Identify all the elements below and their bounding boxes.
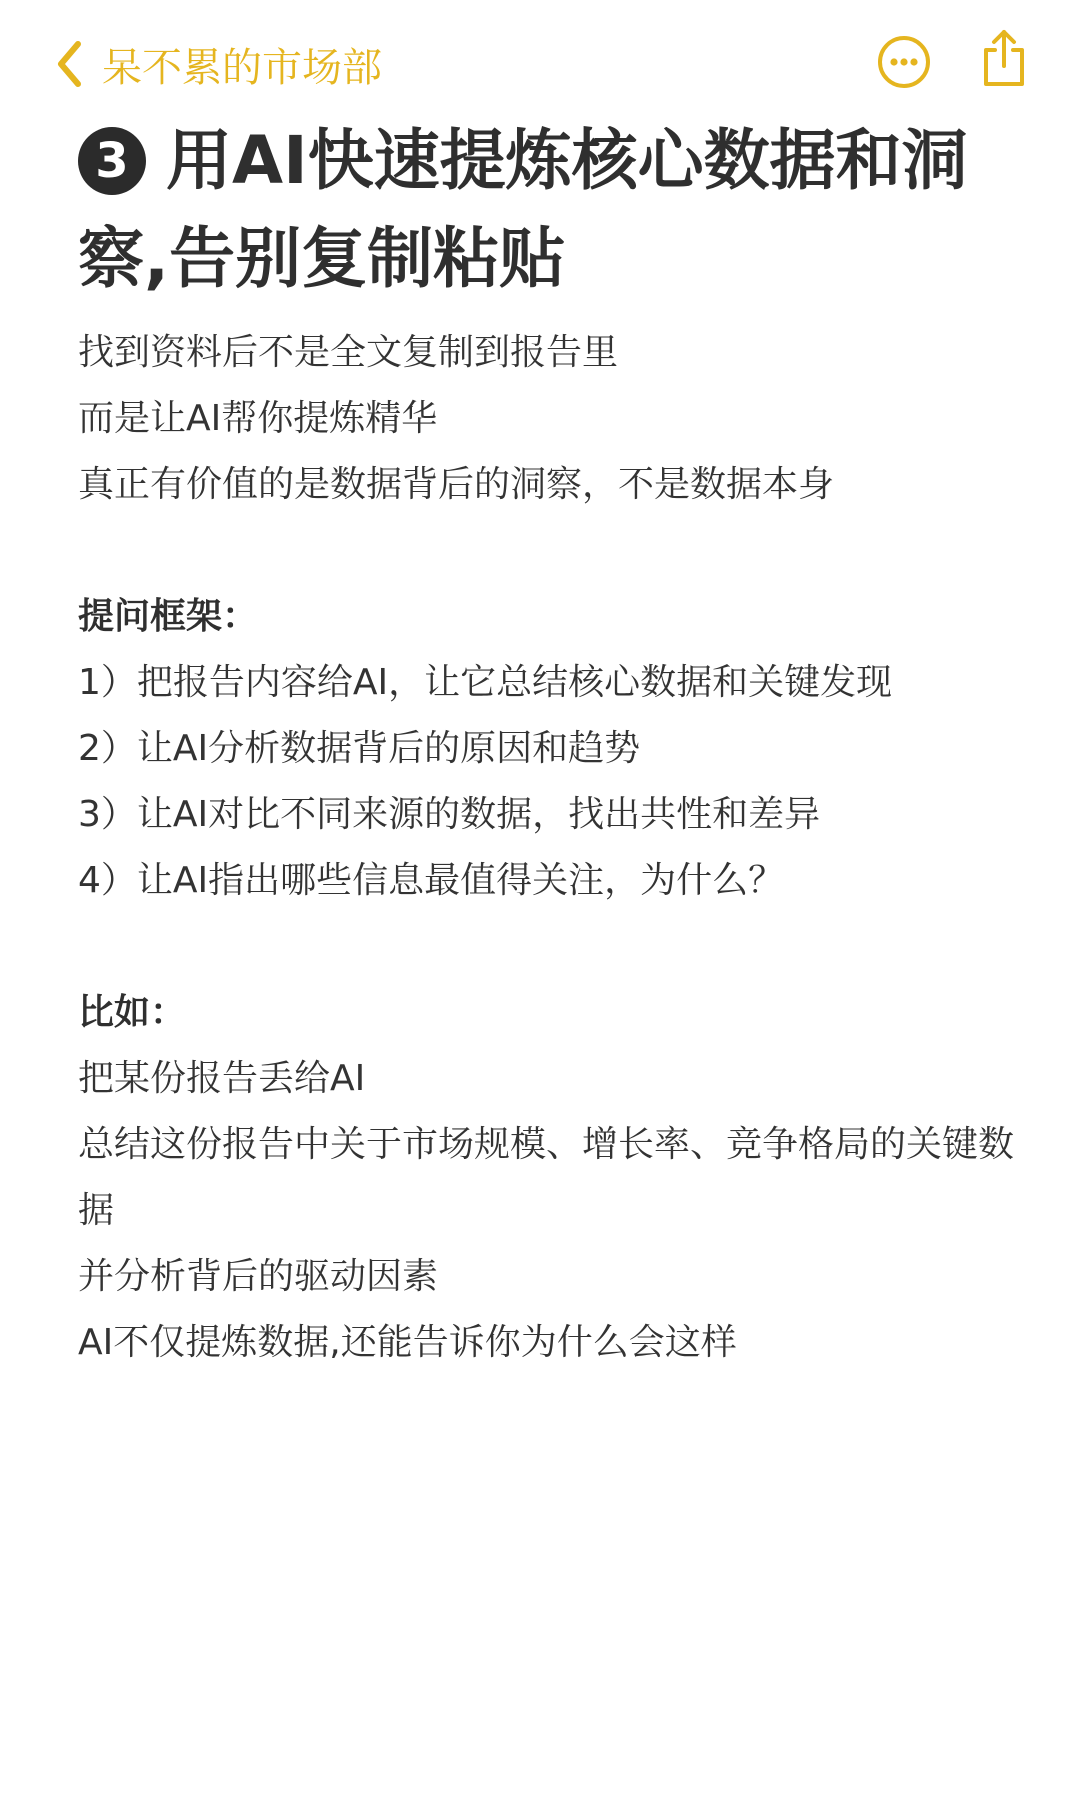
more-button[interactable] <box>876 36 932 92</box>
chevron-left-icon <box>56 40 84 88</box>
example-heading: 比如： <box>78 992 187 1033</box>
framework-item: 3）让AI对比不同来源的数据，找出共性和差异 <box>78 794 821 835</box>
ellipsis-circle-icon <box>877 35 931 93</box>
blank-line <box>78 914 1018 980</box>
note-title <box>78 112 1018 308</box>
example-line: AI不仅提炼数据,还能告诉你为什么会这样 <box>78 1322 737 1363</box>
back-button[interactable] <box>56 38 382 90</box>
intro-line: 真正有价值的是数据背后的洞察，不是数据本身 <box>78 464 835 505</box>
example-line: 并分析背后的驱动因素 <box>78 1256 439 1297</box>
blank-line <box>78 518 1018 584</box>
framework-item: 2）让AI分析数据背后的原因和趋势 <box>78 728 641 769</box>
framework-item: 4）让AI指出哪些信息最值得关注，为什么？ <box>78 860 785 901</box>
framework-heading: 提问框架： <box>78 596 259 637</box>
example-line: 把某份报告丢给AI <box>78 1058 366 1099</box>
share-icon <box>980 28 1028 92</box>
example-line: 总结这份报告中关于市场规模、增长率、竞争格局的关键数据 <box>78 1124 1015 1231</box>
note-body <box>78 320 1018 1376</box>
step-number-badge: 3 <box>78 127 146 195</box>
note-title-text: 用AI快速提炼核心数据和洞察,告别复制粘贴 <box>78 122 968 297</box>
navigation-bar <box>0 0 1080 120</box>
intro-line: 找到资料后不是全文复制到报告里 <box>78 332 619 373</box>
share-button[interactable] <box>976 32 1032 88</box>
intro-line: 而是让AI帮你提炼精华 <box>78 398 438 439</box>
back-label: 呆不累的市场部 <box>102 44 382 91</box>
framework-item: 1）把报告内容给AI，让它总结核心数据和关键发现 <box>78 662 893 703</box>
